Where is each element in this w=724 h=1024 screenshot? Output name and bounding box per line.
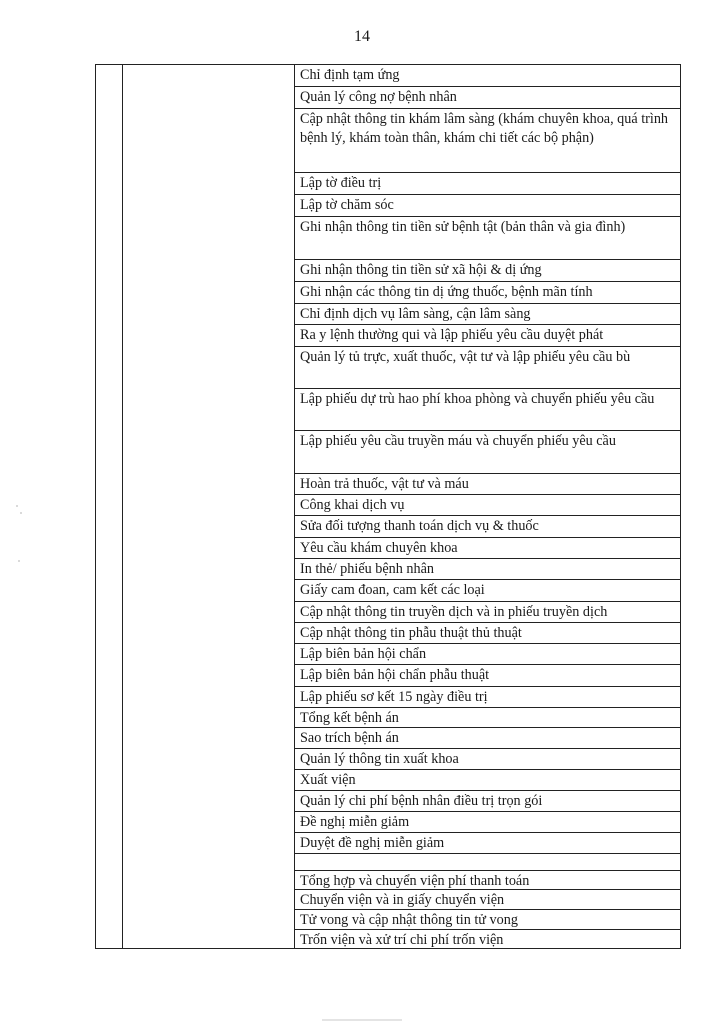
table-row: Duyệt đề nghị miễn giảm [295, 833, 680, 854]
table-row: Sửa đối tượng thanh toán dịch vụ & thuốc [295, 516, 680, 538]
table-column-group [123, 65, 295, 948]
table-row: Quản lý thông tin xuất khoa [295, 749, 680, 770]
table-row: Lập phiếu dự trù hao phí khoa phòng và chuyển phiếu yêu cầu [295, 389, 680, 431]
table-column-index [96, 65, 123, 948]
scan-speck [20, 512, 22, 514]
table-row: Ghi nhận các thông tin dị ứng thuốc, bệnh mãn tính [295, 282, 680, 304]
table-row: Lập tờ điều trị [295, 173, 680, 195]
table-row: Chỉ định tạm ứng [295, 65, 680, 87]
table-row: Lập biên bản hội chẩn phẫu thuật [295, 665, 680, 687]
table-row: Ghi nhận thông tin tiền sử bệnh tật (bản thân và gia đình) [295, 217, 680, 260]
table-row: Lập phiếu yêu cầu truyền máu và chuyển phiếu yêu cầu [295, 431, 680, 474]
table-row: Tổng hợp và chuyển viện phí thanh toán [295, 871, 680, 890]
table-row: Chỉ định dịch vụ lâm sàng, cận lâm sàng [295, 304, 680, 325]
table-row: Giấy cam đoan, cam kết các loại [295, 580, 680, 602]
table-row: In thẻ/ phiếu bệnh nhân [295, 559, 680, 580]
table-row: Cập nhật thông tin phẫu thuật thủ thuật [295, 623, 680, 644]
table-row: Trốn viện và xử trí chi phí trốn viện [300, 932, 504, 948]
scan-speck [18, 560, 20, 562]
scan-artifact [322, 1019, 402, 1021]
table-row: Ra y lệnh thường qui và lập phiếu yêu cầu duyệt phát [295, 325, 680, 347]
page-number: 14 [354, 28, 370, 45]
table-row: Hoàn trả thuốc, vật tư và máu [295, 474, 680, 495]
table-row: Quản lý chi phí bệnh nhân điều trị trọn gói [295, 791, 680, 812]
table-row: Cập nhật thông tin truyền dịch và in phiếu truyền dịch [295, 602, 680, 623]
table-row: Lập biên bản hội chẩn [295, 644, 680, 665]
table-column-functions [295, 65, 680, 948]
scan-speck [16, 505, 18, 507]
table-row: Quản lý tủ trực, xuất thuốc, vật tư và lập phiếu yêu cầu bù [295, 347, 680, 389]
table-row: Cập nhật thông tin khám lâm sàng (khám chuyên khoa, quá trình bệnh lý, khám toàn thân, khám chi tiết các bộ phận) [295, 109, 680, 173]
table-row: Xuất viện [295, 770, 680, 791]
table-row: Lập tờ chăm sóc [295, 195, 680, 217]
table-row: Ghi nhận thông tin tiền sử xã hội & dị ứng [295, 260, 680, 282]
table-row: Quản lý công nợ bệnh nhân [295, 87, 680, 109]
table-row: Sao trích bệnh án [295, 728, 680, 749]
function-table [95, 64, 681, 949]
table-row: Lập phiếu sơ kết 15 ngày điều trị [295, 687, 680, 708]
table-row [295, 854, 680, 871]
table-row: Chuyển viện và in giấy chuyển viện [295, 890, 680, 910]
table-row: Tổng kết bệnh án [295, 708, 680, 728]
table-row: Yêu cầu khám chuyên khoa [295, 538, 680, 559]
table-row: Công khai dịch vụ [295, 495, 680, 516]
table-row: Tử vong và cập nhật thông tin tử vong [295, 910, 680, 930]
table-row: Đề nghị miễn giảm [295, 812, 680, 833]
